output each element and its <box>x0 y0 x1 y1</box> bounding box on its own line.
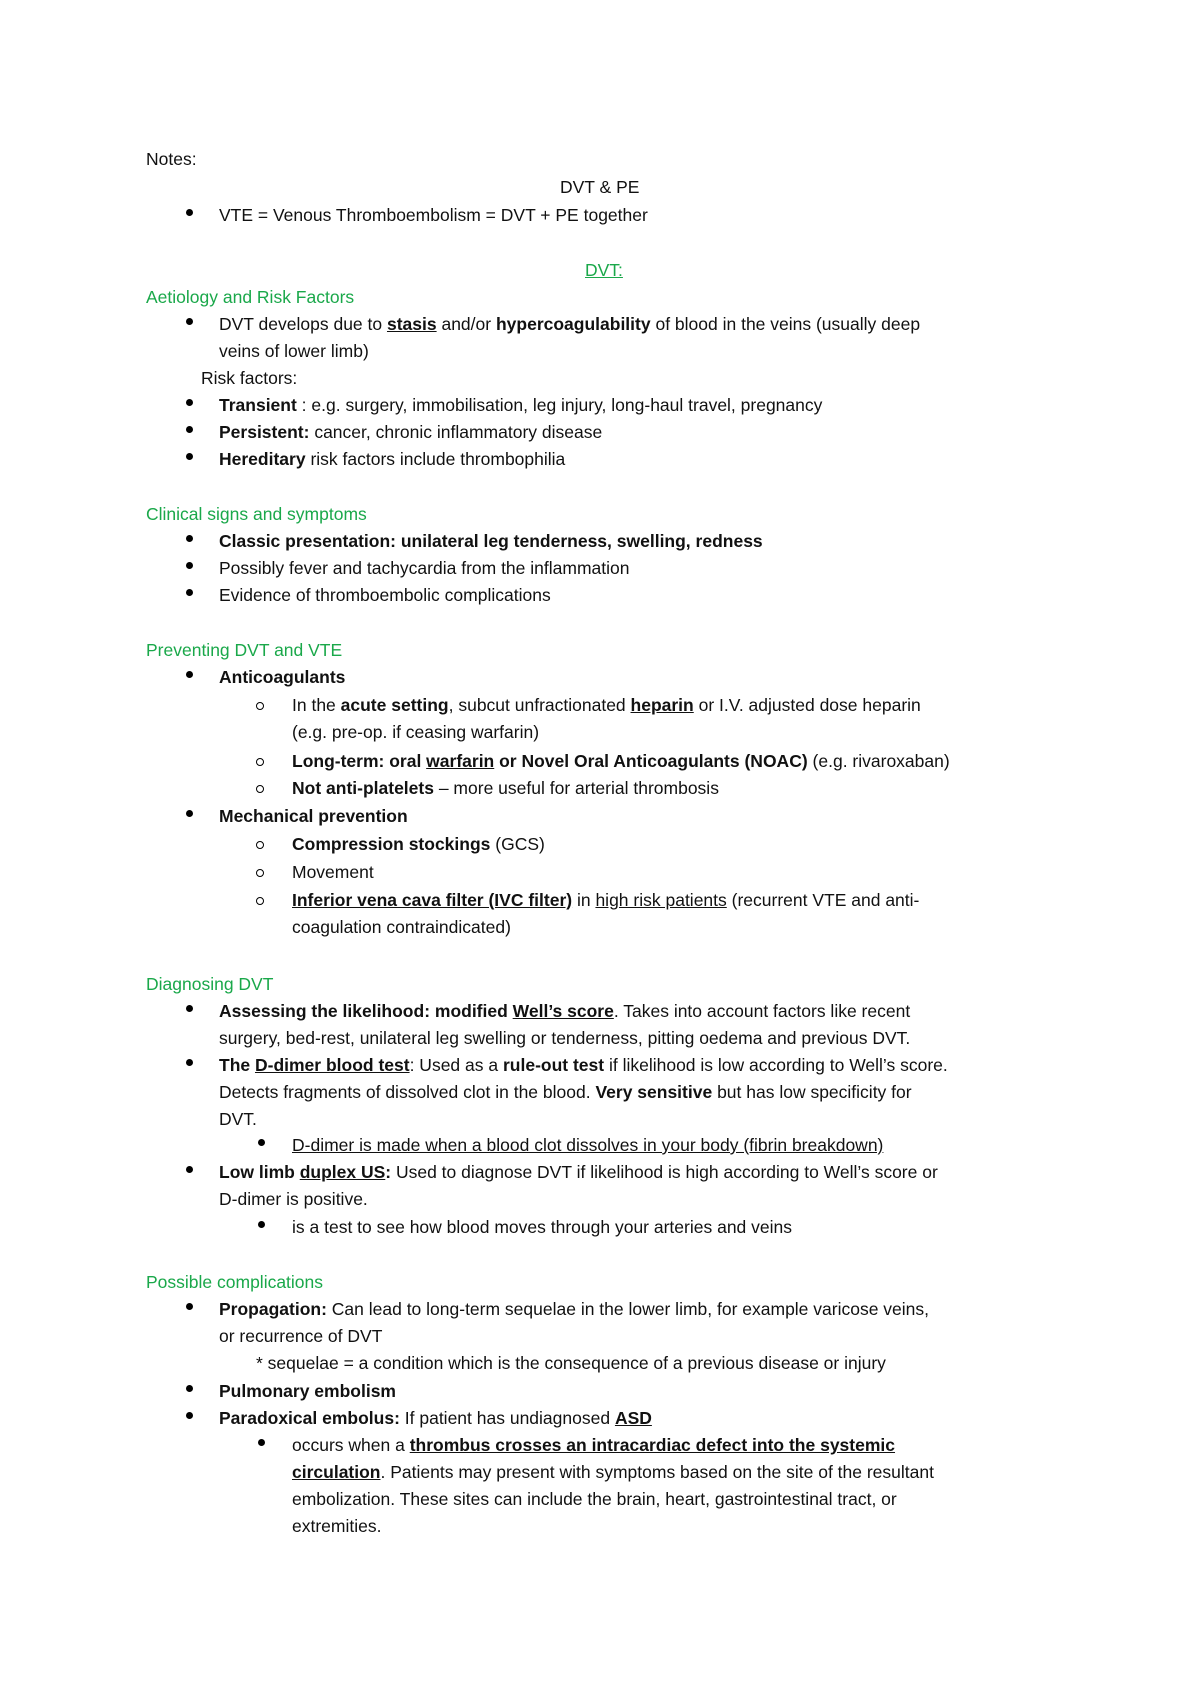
aetiology-bullet-1-cont: veins of lower limb) <box>219 341 369 361</box>
bullet-icon <box>186 318 193 325</box>
bullet-icon <box>186 209 193 216</box>
acute-setting-cont: (e.g. pre-op. if ceasing warfarin) <box>292 722 540 742</box>
bullet-icon <box>186 399 193 406</box>
paradoxical-item: Paradoxical embolus: If patient has undiagnosed ASD <box>219 1408 652 1428</box>
clinical-heading: Clinical signs and symptoms <box>146 504 367 524</box>
sequelae-note: * sequelae = a condition which is the consequence of a previous disease or injury <box>256 1353 886 1373</box>
wells-score-cont: surgery, bed-rest, unilateral leg swelling or tenderness, pitting oedema and previous DVT. <box>219 1028 911 1048</box>
d-dimer-cont-2: DVT. <box>219 1109 257 1129</box>
bullet-icon <box>186 810 193 817</box>
movement-item: Movement <box>292 862 374 882</box>
bullet-icon <box>186 562 193 569</box>
aetiology-bullet-1: DVT develops due to stasis and/or hypercoagulability of blood in the veins (usually deep <box>219 314 921 334</box>
bullet-icon <box>186 426 193 433</box>
propagation-item: Propagation: Can lead to long-term sequelae in the lower limb, for example varicose veins, <box>219 1299 930 1319</box>
d-dimer-item: The D-dimer blood test: Used as a rule-out test if likelihood is low according to Well’s score. <box>219 1055 948 1075</box>
bullet-icon <box>186 1059 193 1066</box>
duplex-item: Low limb duplex US: Used to diagnose DVT if likelihood is high according to Well’s score or <box>219 1162 938 1182</box>
vte-definition: VTE = Venous Thromboembolism = DVT + PE together <box>219 205 648 225</box>
diagnosing-heading: Diagnosing DVT <box>146 974 274 994</box>
page-title: DVT & PE <box>560 177 640 197</box>
bullet-icon <box>186 1303 193 1310</box>
aetiology-heading: Aetiology and Risk Factors <box>146 287 355 307</box>
dvt-heading: DVT: <box>585 260 623 280</box>
paradoxical-sub-2: circulation. Patients may present with symptoms based on the site of the resultant <box>292 1462 934 1482</box>
circle-bullet-icon <box>256 785 264 793</box>
acute-setting-item: In the acute setting, subcut unfractionated heparin or I.V. adjusted dose heparin <box>292 695 921 715</box>
bullet-icon <box>258 1221 265 1228</box>
bullet-icon <box>186 671 193 678</box>
risk-hereditary: Hereditary risk factors include thrombophilia <box>219 449 566 469</box>
circle-bullet-icon <box>256 869 264 877</box>
clinical-bullet-3: Evidence of thromboembolic complications <box>219 585 551 605</box>
risk-persistent: Persistent: cancer, chronic inflammatory disease <box>219 422 603 442</box>
bullet-icon <box>258 1139 265 1146</box>
bullet-icon <box>186 453 193 460</box>
circle-bullet-icon <box>256 758 264 766</box>
long-term-item: Long-term: oral warfarin or Novel Oral Anticoagulants (NOAC) (e.g. rivaroxaban) <box>292 751 950 771</box>
propagation-cont: or recurrence of DVT <box>219 1326 383 1346</box>
pe-item: Pulmonary embolism <box>219 1381 396 1401</box>
d-dimer-sub: D-dimer is made when a blood clot dissolves in your body (fibrin breakdown) <box>292 1135 884 1155</box>
anticoagulants-label: Anticoagulants <box>219 667 346 687</box>
paradoxical-sub-1: occurs when a thrombus crosses an intracardiac defect into the systemic <box>292 1435 896 1455</box>
stockings-item: Compression stockings (GCS) <box>292 834 545 854</box>
circle-bullet-icon <box>256 702 264 710</box>
ivc-filter-cont: coagulation contraindicated) <box>292 917 511 937</box>
d-dimer-cont-1: Detects fragments of dissolved clot in the blood. Very sensitive but has low specificity for <box>219 1082 912 1102</box>
clinical-bullet-2: Possibly fever and tachycardia from the inflammation <box>219 558 630 578</box>
complications-heading: Possible complications <box>146 1272 324 1292</box>
ivc-filter-item: Inferior vena cava filter (IVC filter) in high risk patients (recurrent VTE and anti- <box>292 890 920 910</box>
duplex-sub: is a test to see how blood moves through your arteries and veins <box>292 1217 792 1237</box>
mechanical-label: Mechanical prevention <box>219 806 408 826</box>
bullet-icon <box>186 1166 193 1173</box>
risk-transient: Transient : e.g. surgery, immobilisation, leg injury, long-haul travel, pregnancy <box>219 395 823 415</box>
notes-label: Notes: <box>146 149 197 169</box>
wells-score-item: Assessing the likelihood: modified Well’s score. Takes into account factors like recent <box>219 1001 911 1021</box>
bullet-icon <box>258 1439 265 1446</box>
risk-factors-label: Risk factors: <box>201 368 298 388</box>
bullet-icon <box>186 1005 193 1012</box>
preventing-heading: Preventing DVT and VTE <box>146 640 343 660</box>
anti-platelets-item: Not anti-platelets – more useful for arterial thrombosis <box>292 778 719 798</box>
circle-bullet-icon <box>256 841 264 849</box>
paradoxical-sub-3: embolization. These sites can include the brain, heart, gastrointestinal tract, or <box>292 1489 897 1509</box>
bullet-icon <box>186 589 193 596</box>
clinical-bullet-1: Classic presentation: unilateral leg tenderness, swelling, redness <box>219 531 763 551</box>
bullet-icon <box>186 1412 193 1419</box>
bullet-icon <box>186 1385 193 1392</box>
bullet-icon <box>186 535 193 542</box>
paradoxical-sub-4: extremities. <box>292 1516 382 1536</box>
circle-bullet-icon <box>256 897 264 905</box>
duplex-cont: D-dimer is positive. <box>219 1189 368 1209</box>
